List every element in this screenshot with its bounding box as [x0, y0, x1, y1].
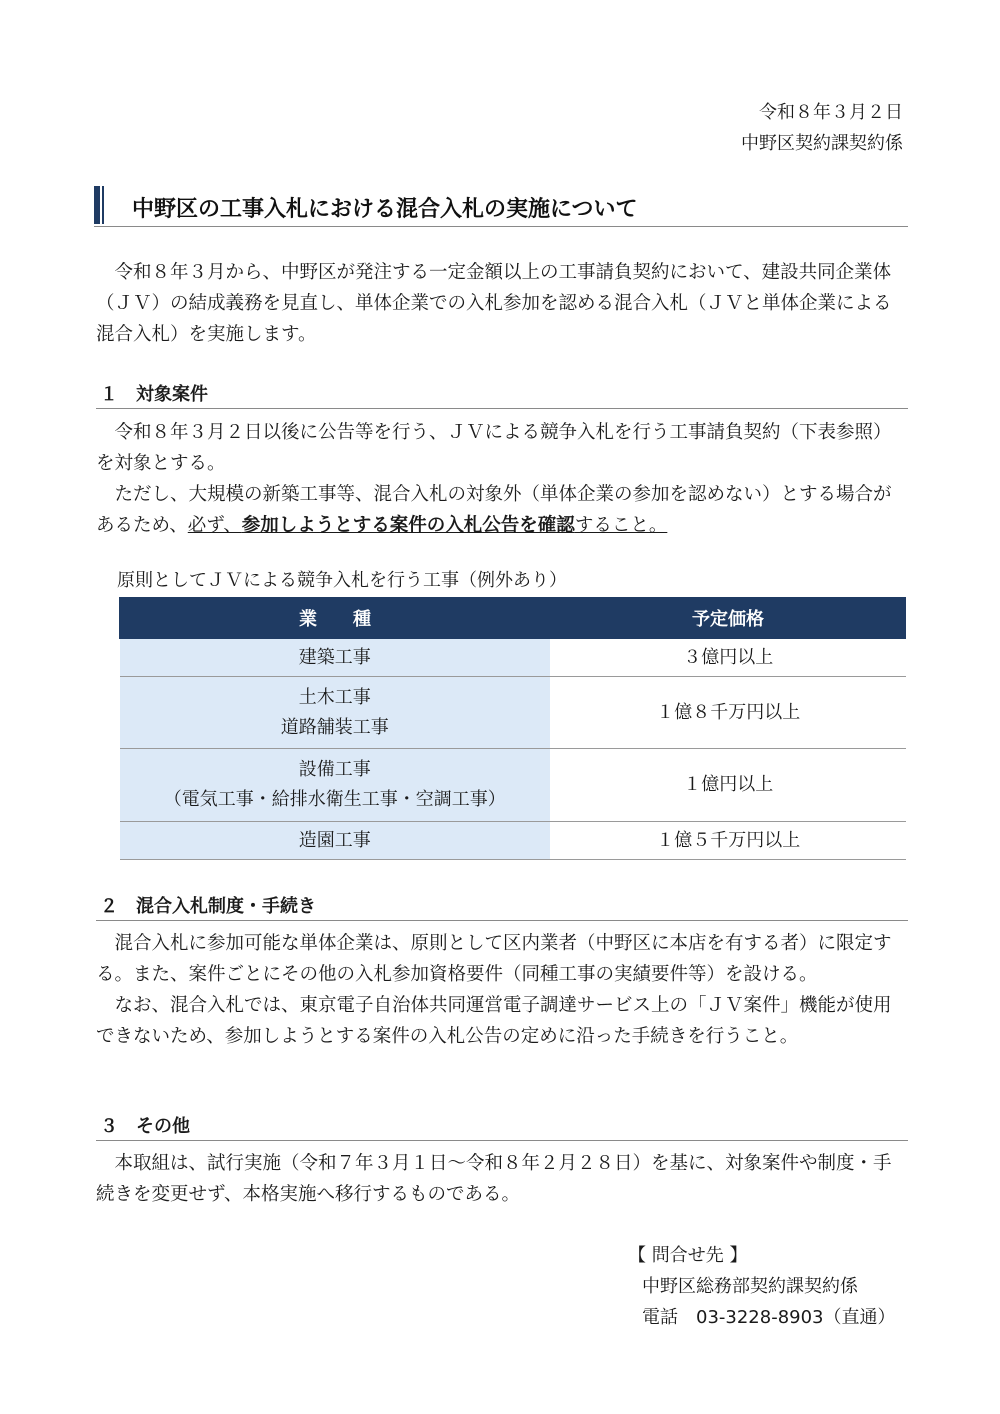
category-cell [120, 822, 551, 860]
section-1-paragraph-2-text: ただし、大規模の新築工事等、混合入札の対象外（単体企業の参加を認めない）とする場合があるため、 [96, 484, 892, 536]
table-row [120, 677, 906, 749]
title-accent-bar [94, 186, 100, 224]
category-cell [120, 749, 551, 822]
table-row [120, 639, 906, 677]
section-1-paragraph-2 [96, 479, 908, 541]
price-cell: １億８千万円以上 [551, 677, 906, 749]
intro-text: 令和８年３月から、中野区が発注する一定金額以上の工事請負契約において、建設共同企業体（ＪＶ）の結成義務を見直し、単体企業での入札参加を認める混合入札（ＪＶと単体企業による混合入札）を実施します。 [96, 262, 892, 345]
category-sublabel: （電気工事・給排水衛生工事・空調工事） [163, 789, 506, 810]
section-1-body [96, 417, 908, 541]
category-label: 建築工事 [298, 646, 371, 668]
category-sublabel: 道路舗装工事 [280, 716, 389, 738]
underlined-text: 必ず、 [187, 515, 242, 536]
section-1-heading [96, 378, 908, 409]
section-2-heading [96, 890, 908, 921]
category-label: 造園工事 [298, 829, 371, 851]
issuing-department: 中野区契約課契約係 [741, 133, 903, 154]
column-header-category: 業 種 [120, 598, 551, 639]
price-cell: １億円以上 [551, 749, 906, 822]
category-label: 土木工事 [298, 686, 371, 708]
section-title: その他 [136, 1116, 190, 1137]
title-accent-bar-thin [102, 186, 104, 224]
intro-paragraph [96, 257, 908, 350]
section-title: 対象案件 [136, 384, 208, 405]
contact-block [628, 1240, 896, 1333]
section-2-body [96, 928, 908, 1052]
section-number: ２ [100, 896, 118, 917]
contact-label: 【 問合せ先 】 [628, 1245, 748, 1266]
category-cell [120, 677, 551, 749]
column-header-price: 予定価格 [551, 598, 906, 639]
section-2-paragraph-2: なお、混合入札では、東京電子自治体共同運営電子調達サービス上の「ＪＶ案件」機能が使用できないため、参加しようとする案件の入札公告の定めに沿った手続きを行うこと。 [96, 995, 892, 1047]
table-caption: 原則としてＪＶによる競争入札を行う工事（例外あり） [117, 570, 567, 591]
category-label: 設備工事 [298, 759, 371, 780]
section-3-paragraph-1: 本取組は、試行実施（令和７年３月１日～令和８年２月２８日）を基に、対象案件や制度・手続きを変更せず、本格実施へ移行するものである。 [96, 1153, 892, 1205]
contact-phone: 電話 03-3228-8903（直通） [642, 1307, 896, 1328]
document-date: 令和８年３月２日 [759, 102, 903, 123]
table-row [120, 822, 906, 860]
underlined-text: すること。 [574, 515, 668, 536]
section-number: １ [100, 384, 118, 405]
document-title-block [94, 186, 908, 227]
price-cell: １億５千万円以上 [551, 822, 906, 860]
category-cell [120, 639, 551, 677]
section-3-body [96, 1148, 908, 1210]
section-2-paragraph-1: 混合入札に参加可能な単体企業は、原則として区内業者（中野区に本店を有する者）に限定する。また、案件ごとにその他の入札参加資格要件（同種工事の実績要件等）を設ける。 [96, 933, 892, 985]
price-cell: ３億円以上 [551, 639, 906, 677]
emphasized-notice: 参加しようとする案件の入札公告を確認 [241, 515, 575, 536]
table-header-row [120, 598, 906, 639]
section-1-paragraph-1: 令和８年３月２日以後に公告等を行う、ＪＶによる競争入札を行う工事請負契約（下表参照）を対象とする。 [96, 422, 892, 474]
table-row [120, 749, 906, 822]
section-title: 混合入札制度・手続き [136, 896, 316, 917]
contact-organization: 中野区総務部契約課契約係 [642, 1276, 858, 1297]
section-number: ３ [100, 1116, 118, 1137]
document-title: 中野区の工事入札における混合入札の実施について [132, 197, 638, 222]
section-3-heading [96, 1110, 908, 1141]
jv-target-table [119, 597, 906, 860]
